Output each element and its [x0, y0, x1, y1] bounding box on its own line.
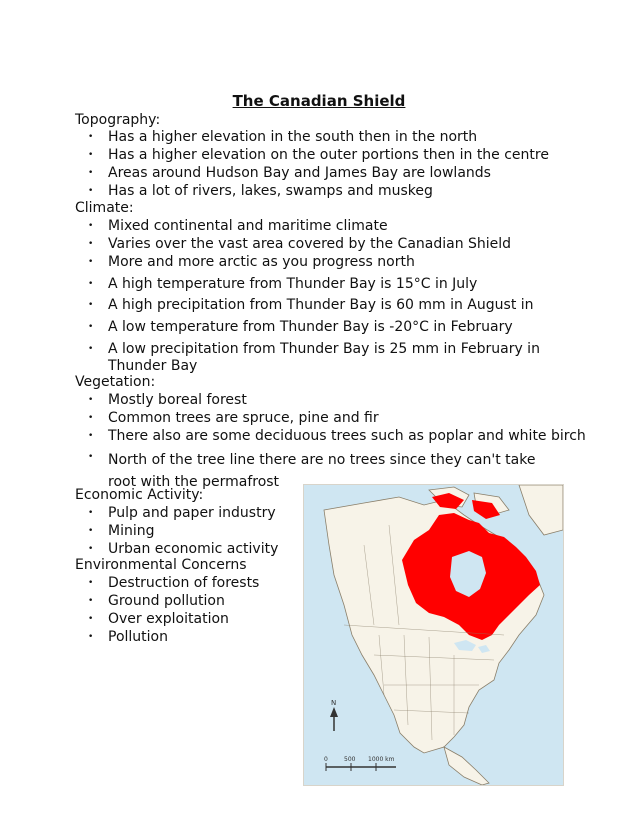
bullet-icon: •: [88, 508, 94, 518]
scale-label: 0: [324, 756, 328, 763]
bullet-icon: •: [88, 239, 94, 249]
bullet-icon: •: [88, 596, 94, 606]
page-title: The Canadian Shield: [232, 92, 406, 110]
bullet-icon: •: [88, 132, 94, 142]
bullet-icon: •: [88, 168, 94, 178]
bullet-icon: •: [88, 300, 94, 310]
section-heading-climate: Climate:: [75, 200, 134, 216]
bullet-icon: •: [88, 413, 94, 423]
section-heading-topography: Topography:: [75, 112, 161, 128]
bullet-icon: •: [88, 257, 94, 267]
bullet-icon: •: [88, 452, 94, 462]
canadian-shield-map: [303, 484, 564, 786]
section-heading-environmental-concerns: Environmental Concerns: [75, 557, 247, 573]
bullet-icon: •: [88, 526, 94, 536]
bullet-icon: •: [88, 578, 94, 588]
bullet-icon: •: [88, 431, 94, 441]
section-heading-vegetation: Vegetation:: [75, 374, 156, 390]
bullet-icon: •: [88, 614, 94, 624]
bullet-icon: •: [88, 632, 94, 642]
document-page: The Canadian Shield Topography: • Has a higher elevation in the south then in the north • Has a higher elevation on the outer portions then in the centre • Areas around Hudson Bay and James Bay are lowlands • Has a lot of rivers, lakes, swamps and muskeg Climate: • Mixed continental and maritime climate • Varies over the vast area covered by the Canadian Shield • More and more arctic as you progress north • A high temperature from Thunder Bay is 15°C in July • A high precipitation from Thunder Bay is 60 mm in August in • A low temperature from Thunder Bay is -20°C in February • A low precipitation from Thunder Bay is 25 mm in February in Thunder Bay Vegetation: • Mostly boreal forest • Common trees are spruce, pine and fir • There also are some deciduous trees such as poplar and white birch • North of the tree line there are no trees since they can't take root with the permafrost Economic Activity: • Pulp and paper industry • Mining • Urban economic activity Environmental Concerns • Destruction of forests • Ground pollution • Over exploitation • Pollution N 0 500 1000 km: [0, 0, 638, 826]
bullet-icon: •: [88, 150, 94, 160]
bullet-icon: •: [88, 186, 94, 196]
bullet-icon: •: [88, 279, 94, 289]
north-label: N: [331, 699, 337, 707]
bullet-icon: •: [88, 322, 94, 332]
bullet-icon: •: [88, 344, 94, 354]
bullet-icon: •: [88, 544, 94, 554]
bullet-icon: •: [88, 221, 94, 231]
section-heading-economic-activity: Economic Activity:: [75, 487, 204, 503]
bullet-icon: •: [88, 395, 94, 405]
scale-label: 500: [344, 756, 356, 763]
scale-label: 1000 km: [368, 756, 395, 763]
map-svg: [304, 485, 563, 785]
